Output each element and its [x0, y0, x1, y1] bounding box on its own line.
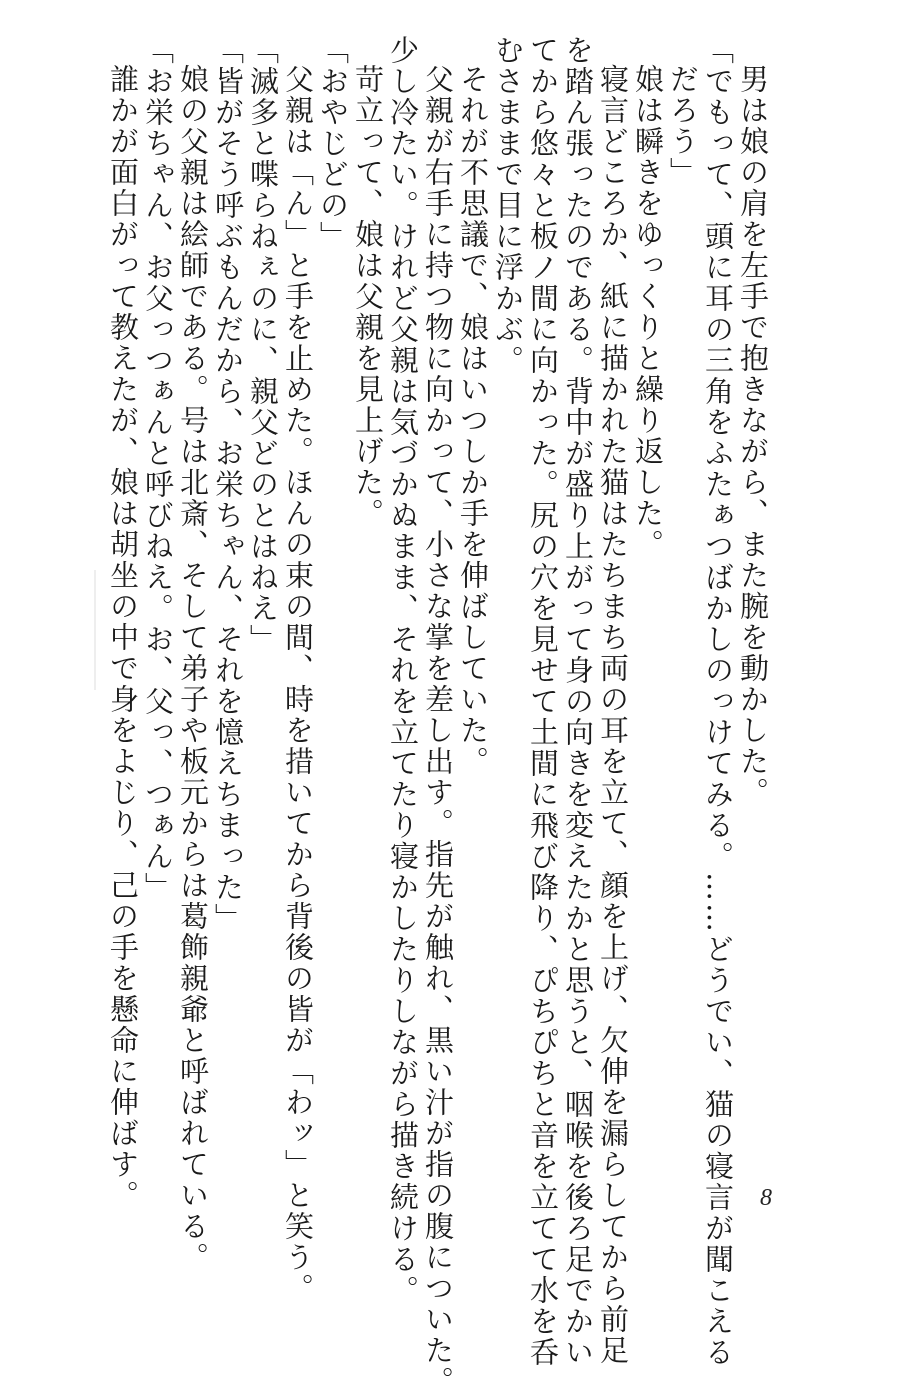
text-line: 「皆がそう呼ぶもんだから、お栄ちゃん、それを憶えちまった」: [211, 35, 245, 934]
text-line: 父親が右手に持つ物に向かって、小さな掌を差し出す。指先が触れ、黒い汁が指の腹についた。: [421, 64, 455, 1397]
text-line: 少し冷たい。けれど父親は気づかぬまま、それを立てたり寝かしたりしながら描き続ける。: [386, 35, 420, 1306]
page-number: 8: [760, 1185, 772, 1211]
text-line: てから悠々と板ノ間に向かった。尻の穴を見せて土間に飛び降り、ぴちぴちと音を立てて水を呑: [526, 35, 560, 1368]
text-line: 男は娘の肩を左手で抱きながら、また腕を動かした。: [736, 64, 770, 808]
text-line: 誰かが面白がって教えたが、娘は胡坐の中で身をよじり、己の手を懸命に伸ばす。: [106, 64, 140, 1211]
text-line: 「お栄ちゃん、お父っつぁんと呼びねえ。お、父っ、つぁん」: [141, 35, 175, 903]
text-line: を踏ん張ったのである。背中が盛り上がって身の向きを変えたかと思うと、咽喉を後ろ足でかい: [561, 35, 595, 1368]
text-line: 娘は瞬きをゆっくりと繰り返した。: [631, 64, 665, 560]
text-line: 「おやじどの」: [316, 35, 350, 252]
text-line: 娘の父親は絵師である。号は北斎、そして弟子や板元からは葛飾親爺と呼ばれている。: [176, 64, 210, 1273]
text-line: 寝言どころか、紙に描かれた猫はたちまち両の耳を立て、顔を上げ、欠伸を漏らしてから前足: [596, 64, 630, 1366]
text-line: 「滅多と喋らねぇのに、親父どのとはねえ」: [246, 35, 280, 655]
text-line: それが不思議で、娘はいつしか手を伸ばしていた。: [456, 64, 490, 777]
text-line: 「でもって、頭に耳の三角をふたぁつばかしのっけてみる。……どうでい、猫の寝言が聞こえる: [701, 35, 735, 1368]
text-line: 苛立って、娘は父親を見上げた。: [351, 64, 385, 529]
gutter-shadow: [94, 570, 96, 690]
text-line: 父親は「ん」と手を止めた。ほんの束の間、時を措いてから背後の皆が「わッ」と笑う。: [281, 64, 315, 1304]
text-line: だろう」: [666, 64, 700, 188]
vertical-text-body: [105, 35, 770, 1397]
text-line: むさままで目に浮かぶ。: [491, 35, 525, 376]
